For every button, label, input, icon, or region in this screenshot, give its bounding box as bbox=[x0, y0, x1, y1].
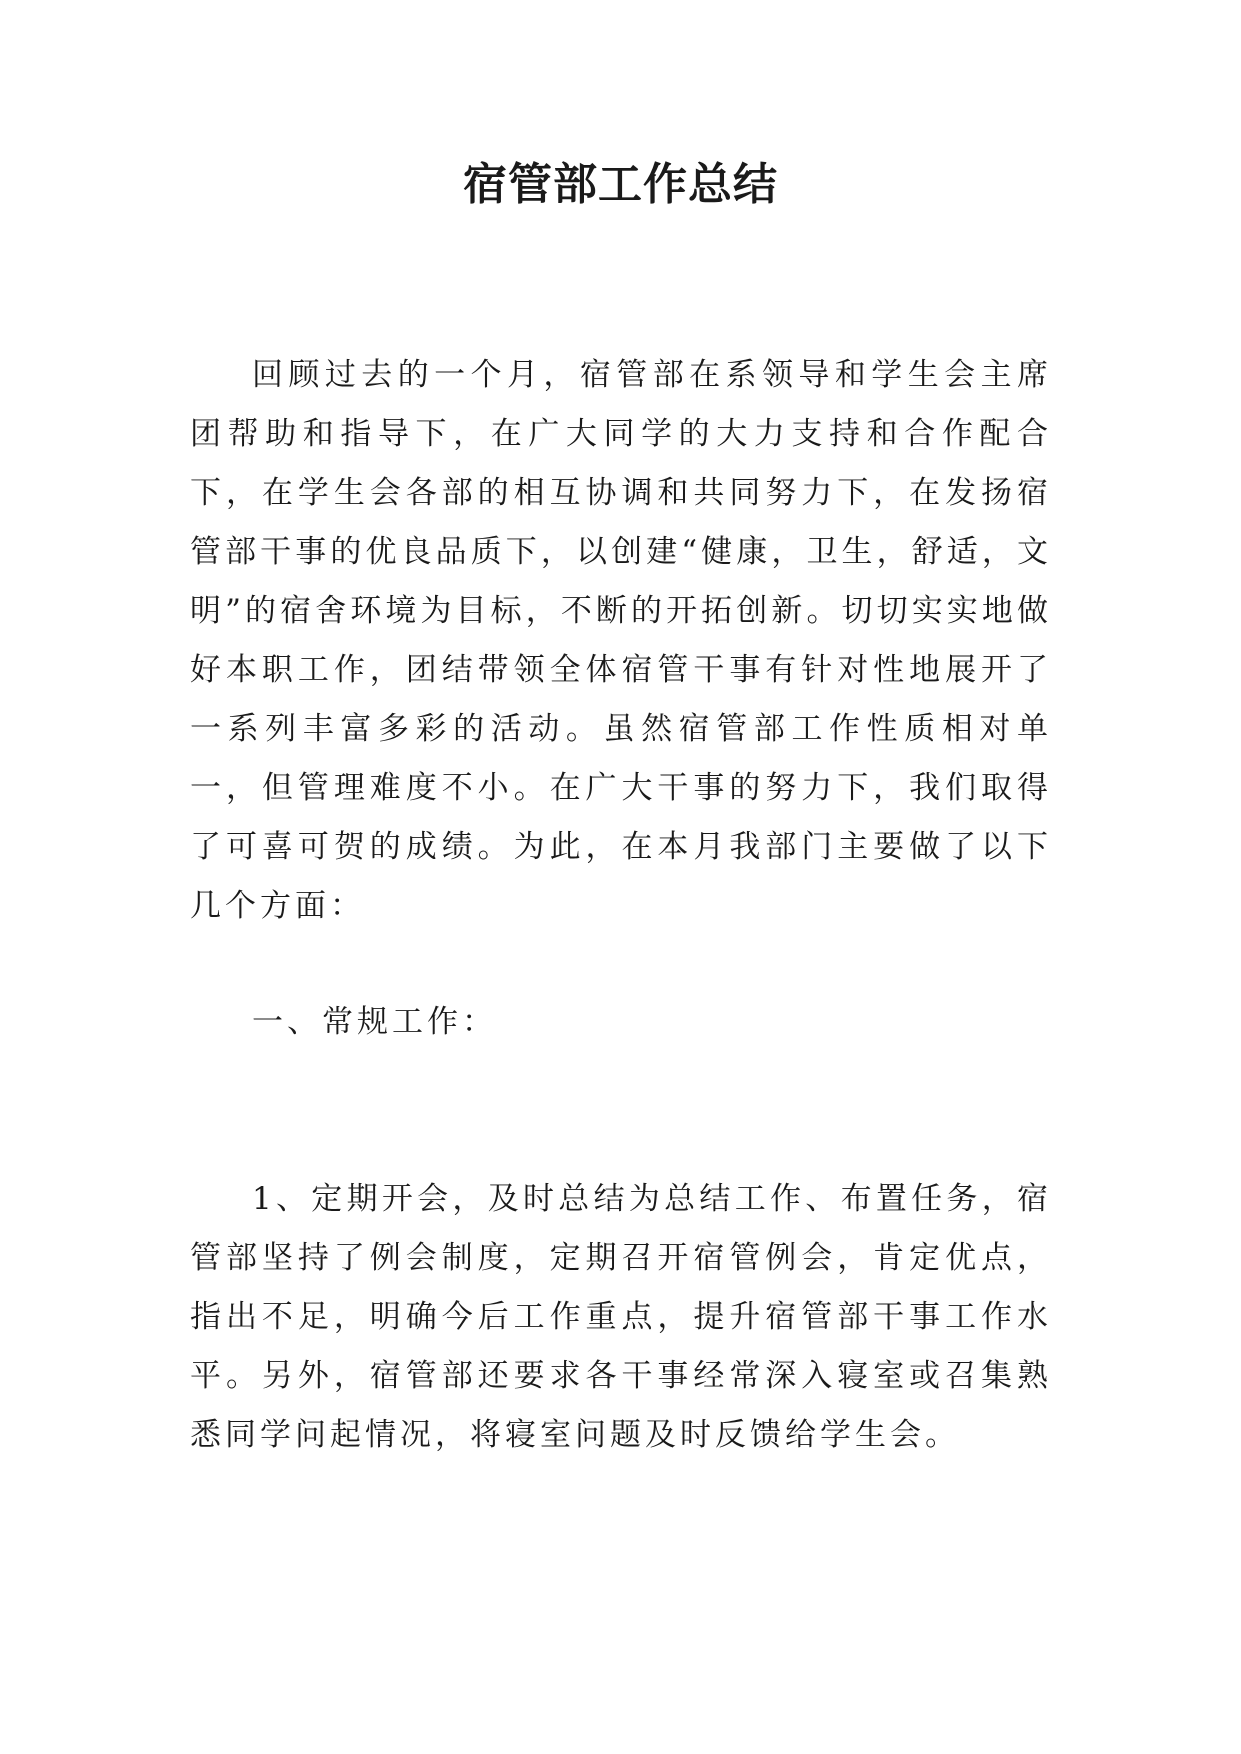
item-1-paragraph: 1、定期开会，及时总结为总结工作、布置任务，宿管部坚持了例会制度，定期召开宿管例会，肯定优点，指出不足，明确今后工作重点，提升宿管部干事工作水平。另外，宿管部还要求各干事经常深入寝室或召集熟悉同学问起情况，将寝室问题及时反馈给学生会。 bbox=[190, 1181, 1052, 1453]
document-title: 宿管部工作总结 bbox=[463, 159, 778, 210]
intro-paragraph: 回顾过去的一个月，宿管部在系领导和学生会主席团帮助和指导下，在广大同学的大力支持和合作配合下，在学生会各部的相互协调和共同努力下，在发扬宿管部干事的优良品质下，以创建“健康，卫生，舒适，文明”的宿舍环境为目标，不断的开拓创新。切切实实地做好本职工作，团结带领全体宿管干事有针对性地展开了一系列丰富多彩的活动。虽然宿管部工作性质相对单一，但管理难度不小。在广大干事的努力下，我们取得了可喜可贺的成绩。为此，在本月我部门主要做了以下几个方面： bbox=[190, 357, 1052, 924]
section-heading-routine-work: 一、常规工作： bbox=[252, 1004, 497, 1040]
